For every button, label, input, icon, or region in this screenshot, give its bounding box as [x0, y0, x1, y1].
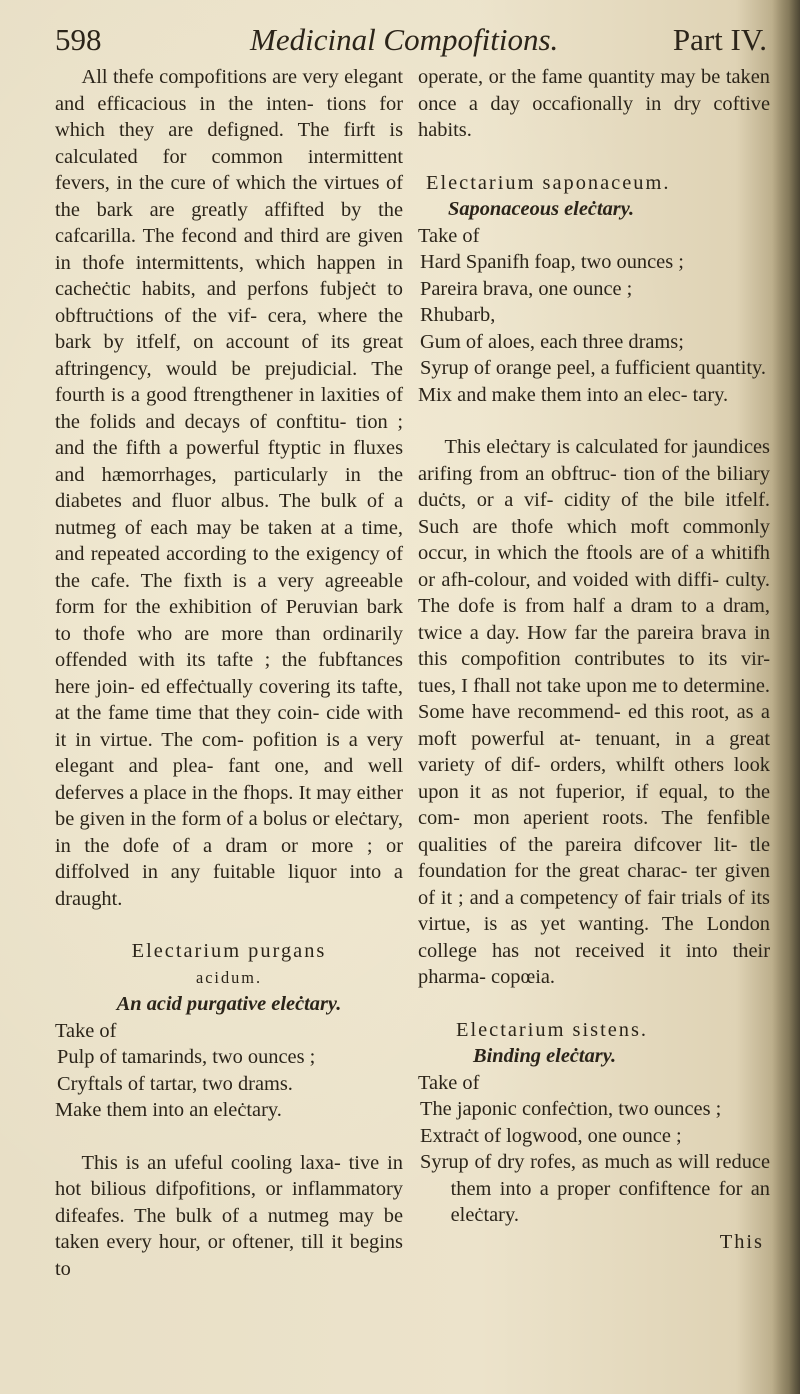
ingredient-line: Syrup of orange peel, a fufficient quantity.: [420, 357, 766, 379]
ingredient-line: Pareira brava, one ounce ;: [420, 277, 633, 300]
recipe-title-continued: acidum.: [195, 967, 263, 987]
running-header: [55, 22, 767, 62]
page-number: 598: [55, 22, 102, 57]
recipe-instruction: Make them into an eleċtary.: [55, 1099, 282, 1121]
commentary-paragraph: This is an ufeful cooling laxa- tive in hot bilious difpofitions, or inflammatory difeafes. The bulk of a nutmeg may be taken every hour, or oftener, till it begins to: [55, 1151, 403, 1280]
recipe-subtitle: Binding eleċtary.: [473, 1045, 617, 1067]
right-column: [418, 64, 770, 1255]
catchword: This: [719, 1230, 764, 1253]
ingredient-line: Extraċt of logwood, one ounce ;: [420, 1124, 682, 1147]
recipe-subtitle: Saponaceous eleċtary.: [448, 198, 635, 220]
take-of-label: Take of: [418, 224, 480, 247]
recipe-subtitle: An acid purgative eleċtary.: [116, 993, 342, 1015]
ingredient-line: Hard Spanifh foap, two ounces ;: [420, 251, 684, 273]
recipe-title: Electarium sistens.: [456, 1018, 649, 1041]
recipe-title: Electarium purgans: [131, 940, 327, 962]
take-of-label: Take of: [418, 1071, 480, 1094]
part-label: Part IV.: [672, 22, 767, 57]
recipe-title: Electarium saponaceum.: [426, 171, 671, 194]
commentary-paragraph: All thefe compofitions are very elegant and efficacious in the inten- tions for which they are defigned. The firft is calculated for common intermittent fevers, in the cure of which the virtues of the bark are greatly affifted by the cafcarilla. The fecond and third are given in thofe intermittents, which happen in cacheċtic habits, and perfons fubjeċt to obftruċtions of the vif- cera, where the bark by itfelf, on account of its great aftringency, would be prejudicial. The fourth is a good ftrengthener in laxities of the folids and decays of conftitu- tion ; and the fifth a powerful ftyptic in fluxes and hæmorrhages, particularly in the diabetes and fluor albus. The bulk of a nutmeg of each may be taken at a time, and repeated according to the exigency of the cafe. The fixth is a very agreeable form for the exhibition of Peruvian bark to thofe who are more than ordinarily offended with its tafte ; the fubftances here join- ed effeċtually covering its tafte, at the fame time that they coin- cide with it in virtue. The com- pofition is a very elegant and plea- fant one, and well deferves a place in the fhops. It may either be given in the form of a bolus or eleċtary, in the dofe of a dram or more ; or diffolved in any fuitable liquor into a draught.: [55, 66, 403, 910]
recipe-instruction: Mix and make them into an elec- tary.: [418, 383, 729, 406]
ingredient-line: Pulp of tamarinds, two ounces ;: [57, 1046, 316, 1068]
running-title: Medicinal Compofitions.: [250, 22, 559, 57]
take-of-label: Take of: [55, 1019, 117, 1042]
commentary-paragraph: This eleċtary is calculated for jaundices arifing from an obftruc- tion of the biliary duċts, or a vif- cidity of the bile itfelf. Such are thofe which moft commonly occur, in which the ftools are of a whitifh or afh-colour, and voided with diffi- culty. The dofe is from half a dram to a dram, twice a day. How far the pareira brava in this compofition contributes to its vir- tues, I fhall not take upon me to determine. Some have recommend- ed this root, as a moft powerful at- tenuant, in a great variety of dif- orders, whilft others look upon it as not fuperior, if equal, to the com- mon aperient roots. The fenfible qualities of the pareira difcover lit- tle foundation for the great charac- ter given of it ; and a competency of fair trials of its virtue, is as yet wanting. The London college has not received it into their pharma- copœia.: [418, 436, 770, 988]
page-edge-shadow: [772, 0, 800, 1394]
left-column: [55, 64, 403, 1282]
ingredient-line: Gum of aloes, each three drams;: [420, 330, 684, 353]
ingredient-line: Syrup of dry rofes, as much as will reduce them into a proper confiftence for an eleċtary.: [420, 1151, 770, 1226]
ingredient-line: Rhubarb,: [420, 304, 496, 326]
ingredient-line: Cryftals of tartar, two drams.: [57, 1072, 293, 1095]
commentary-paragraph: operate, or the fame quantity may be taken once a day occafionally in dry coftive habits.: [418, 66, 770, 141]
ingredient-line: The japonic confeċtion, two ounces ;: [420, 1098, 722, 1120]
